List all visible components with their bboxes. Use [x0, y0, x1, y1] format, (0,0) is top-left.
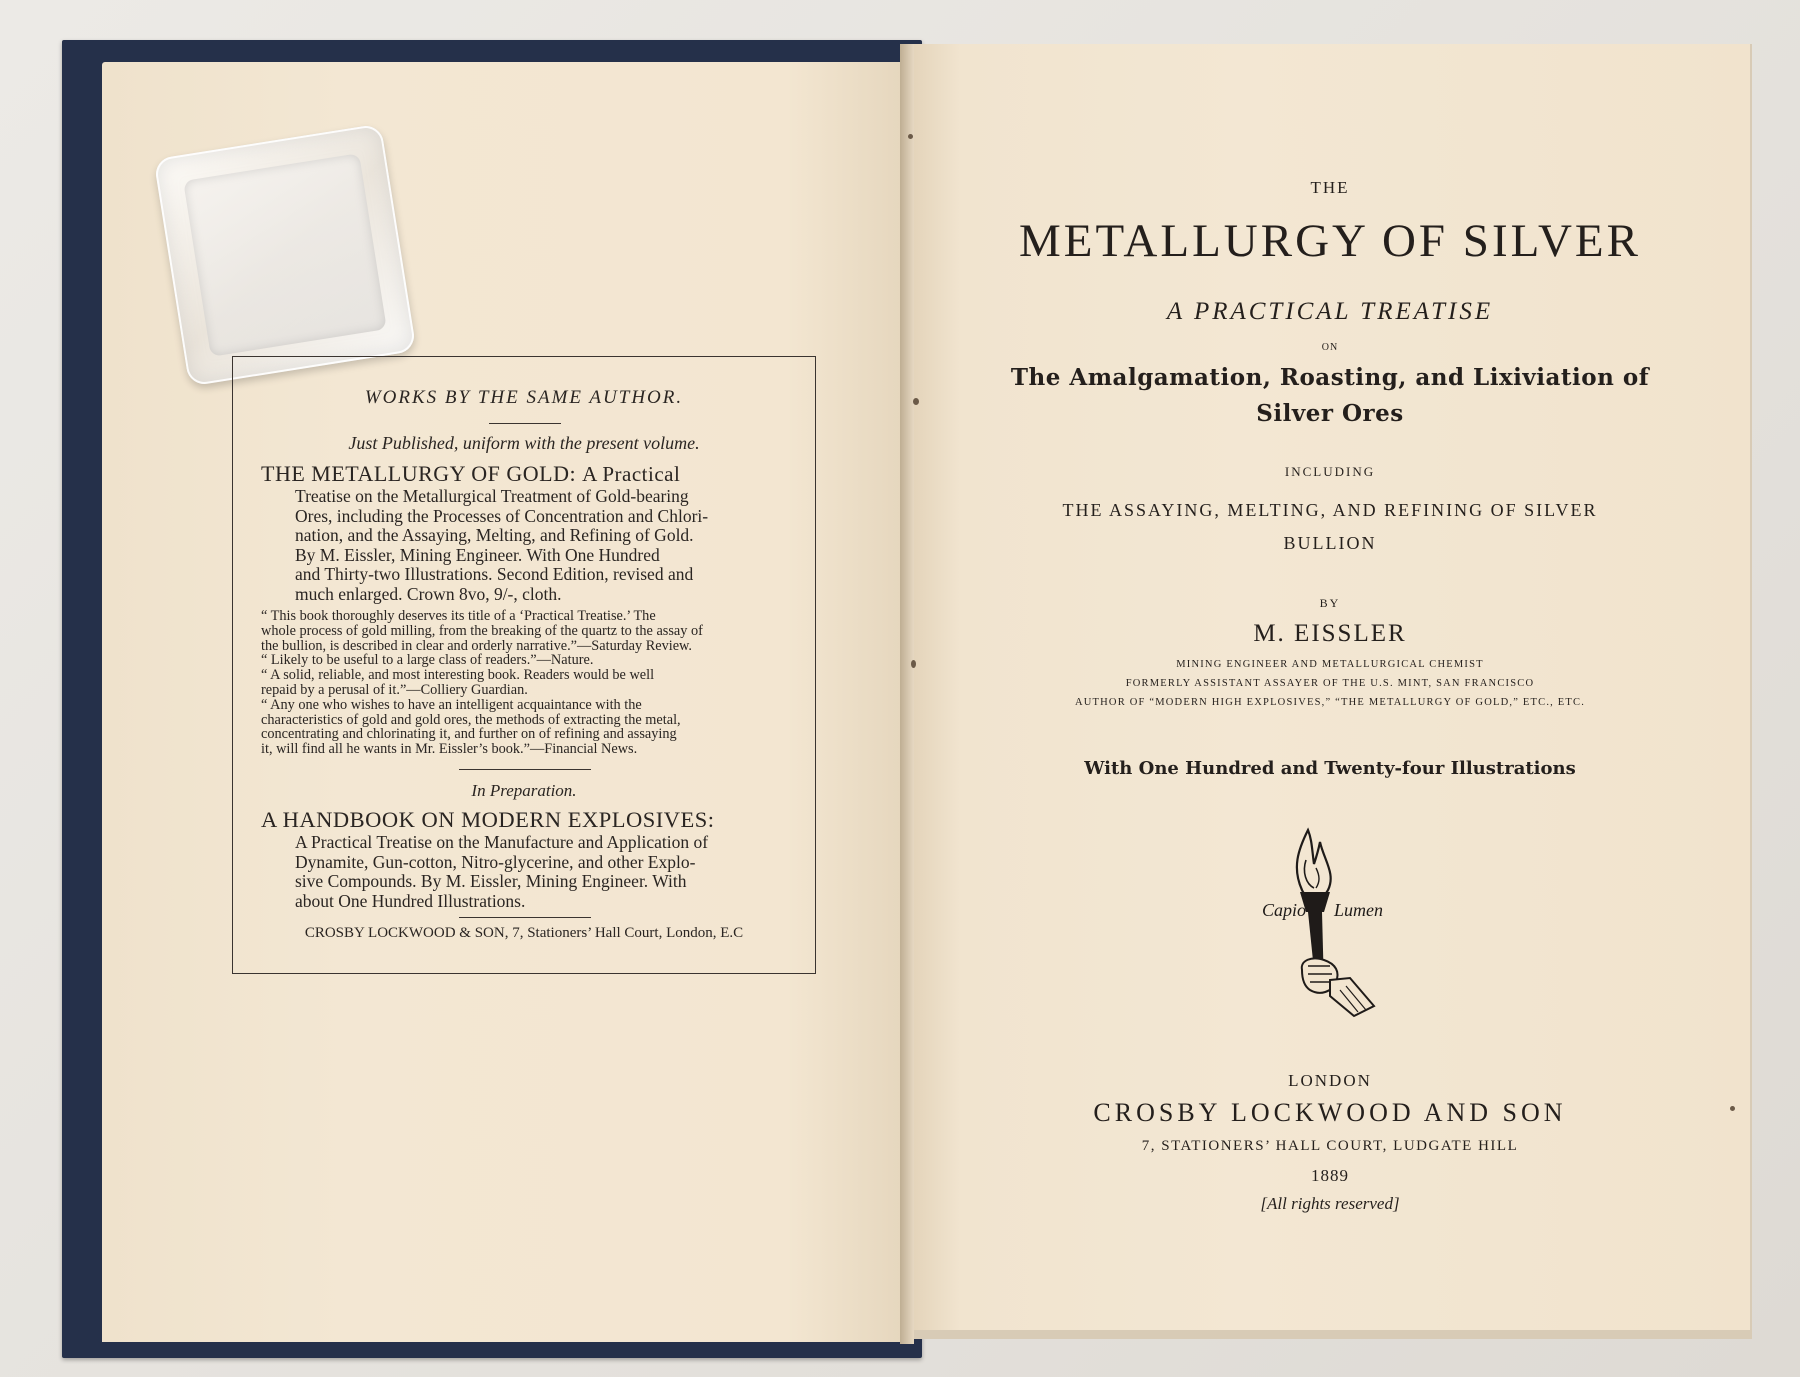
- publisher-name: CROSBY LOCKWOOD AND SON: [1093, 1098, 1567, 1127]
- gold-book-title-rest: A Practical: [582, 462, 681, 486]
- author-credential: FORMERLY ASSISTANT ASSAYER OF THE U.S. MINT, SAN FRANCISCO: [1125, 678, 1535, 689]
- emblem-label-left: Capio: [1262, 900, 1307, 920]
- ad-in-preparation: In Preparation.: [471, 781, 577, 800]
- review-line: “ Likely to be useful to a large class of readers.”—Nature.: [261, 652, 594, 669]
- explosives-book-line: about One Hundred Illustrations.: [295, 890, 526, 911]
- gold-book-title-caps: THE METALLURGY OF GOLD:: [261, 461, 577, 486]
- gold-book-line: nation, and the Assaying, Melting, and Refining of Gold.: [295, 525, 694, 545]
- explosives-book-description: [295, 833, 797, 911]
- author-name: M. EISSLER: [1253, 620, 1407, 647]
- assaying-line-2: BULLION: [1283, 533, 1377, 553]
- explosives-book-line: sive Compounds. By M. Eissler, Mining Engineer. With: [295, 871, 687, 891]
- book-subtitle: A PRACTICAL TREATISE: [1166, 298, 1494, 325]
- ad-heading: WORKS BY THE SAME AUTHOR.: [364, 387, 684, 408]
- gold-book-line: and Thirty-two Illustrations. Second Edition, revised and: [295, 564, 694, 584]
- review-line: repaid by a perusal of it.”—Colliery Guardian.: [261, 681, 528, 698]
- review-line: “ This book thoroughly deserves its title of a ‘Practical Treatise.’ The: [261, 608, 656, 624]
- explosives-book-line: A Practical Treatise on the Manufacture and Application of: [295, 832, 709, 852]
- author-credential: MINING ENGINEER AND METALLURGICAL CHEMIST: [1176, 659, 1484, 670]
- review-line: whole process of gold milling, from the breaking of the quartz to the assay of: [261, 622, 703, 639]
- ad-just-published: Just Published, uniform with the present volume.: [348, 433, 700, 453]
- gold-book-line: By M. Eissler, Mining Engineer. With One Hundred: [295, 544, 660, 565]
- assaying-subtitle: [910, 494, 1750, 560]
- explosives-book-line: Dynamite, Gun-cotton, Nitro-glycerine, and other Explo-: [295, 851, 696, 872]
- emblem-label-right: Lumen: [1334, 900, 1383, 920]
- ad-rule: [489, 423, 561, 424]
- publisher-address: 7, STATIONERS’ HALL COURT, LUDGATE HILL: [1141, 1138, 1519, 1154]
- page-mark: [908, 134, 913, 139]
- illustrations-note: With One Hundred and Twenty-four Illustrations: [1084, 758, 1576, 779]
- rights-notice: [All rights reserved]: [1260, 1194, 1400, 1213]
- glass-paperweight: [153, 123, 416, 386]
- gold-book-line: Ores, including the Processes of Concentration and Chlori-: [295, 505, 709, 526]
- gold-book-line: Treatise on the Metallurgical Treatment of Gold-bearing: [295, 486, 689, 506]
- works-by-author-box: [232, 356, 816, 974]
- review-line: characteristics of gold and gold ores, the methods of extracting the metal,: [261, 711, 681, 728]
- review-line: concentrating and chlorinating it, and further on of refining and assaying: [261, 726, 677, 743]
- gold-book-title: [261, 461, 680, 487]
- book-title: METALLURGY OF SILVER: [1018, 215, 1641, 267]
- title-on: ON: [1321, 342, 1339, 353]
- review-line: the bullion, is described in clear and orderly narrative.”—Saturday Review.: [261, 637, 693, 654]
- publication-year: 1889: [1311, 1166, 1349, 1185]
- ad-publisher-footer: CROSBY LOCKWOOD & SON, 7, Stationers’ Hall Court, London, E.C: [304, 925, 744, 941]
- gothic-subtitle-line-2: Silver Ores: [1256, 400, 1404, 427]
- ad-rule: [459, 917, 591, 918]
- title-including: INCLUDING: [1284, 464, 1376, 479]
- glass-paperweight-face: [183, 153, 387, 357]
- review-line: “ Any one who wishes to have an intelligent acquaintance with the: [261, 696, 642, 713]
- title-the: THE: [1310, 178, 1350, 197]
- review-line: “ A solid, reliable, and most interesting book. Readers would be well: [261, 667, 655, 684]
- gold-book-line: much enlarged. Crown 8vo, 9/-, cloth.: [295, 583, 562, 604]
- title-by: BY: [1319, 596, 1341, 610]
- explosives-book-title: A HANDBOOK ON MODERN EXPLOSIVES:: [261, 807, 715, 832]
- publisher-city: LONDON: [1288, 1071, 1372, 1090]
- gold-book-reviews: [261, 609, 789, 757]
- gothic-subtitle-line-1: The Amalgamation, Roasting, and Lixiviation of: [1010, 364, 1650, 391]
- ad-rule: [459, 769, 591, 770]
- assaying-line-1: THE ASSAYING, MELTING, AND REFINING OF SILVER: [1062, 500, 1598, 520]
- review-line: it, will find all he wants in Mr. Eissler’s book.”—Financial News.: [261, 741, 638, 758]
- author-credential: AUTHOR OF “MODERN HIGH EXPLOSIVES,” “THE METALLURGY OF GOLD,” ETC., ETC.: [1074, 697, 1586, 708]
- gold-book-description: [295, 487, 797, 604]
